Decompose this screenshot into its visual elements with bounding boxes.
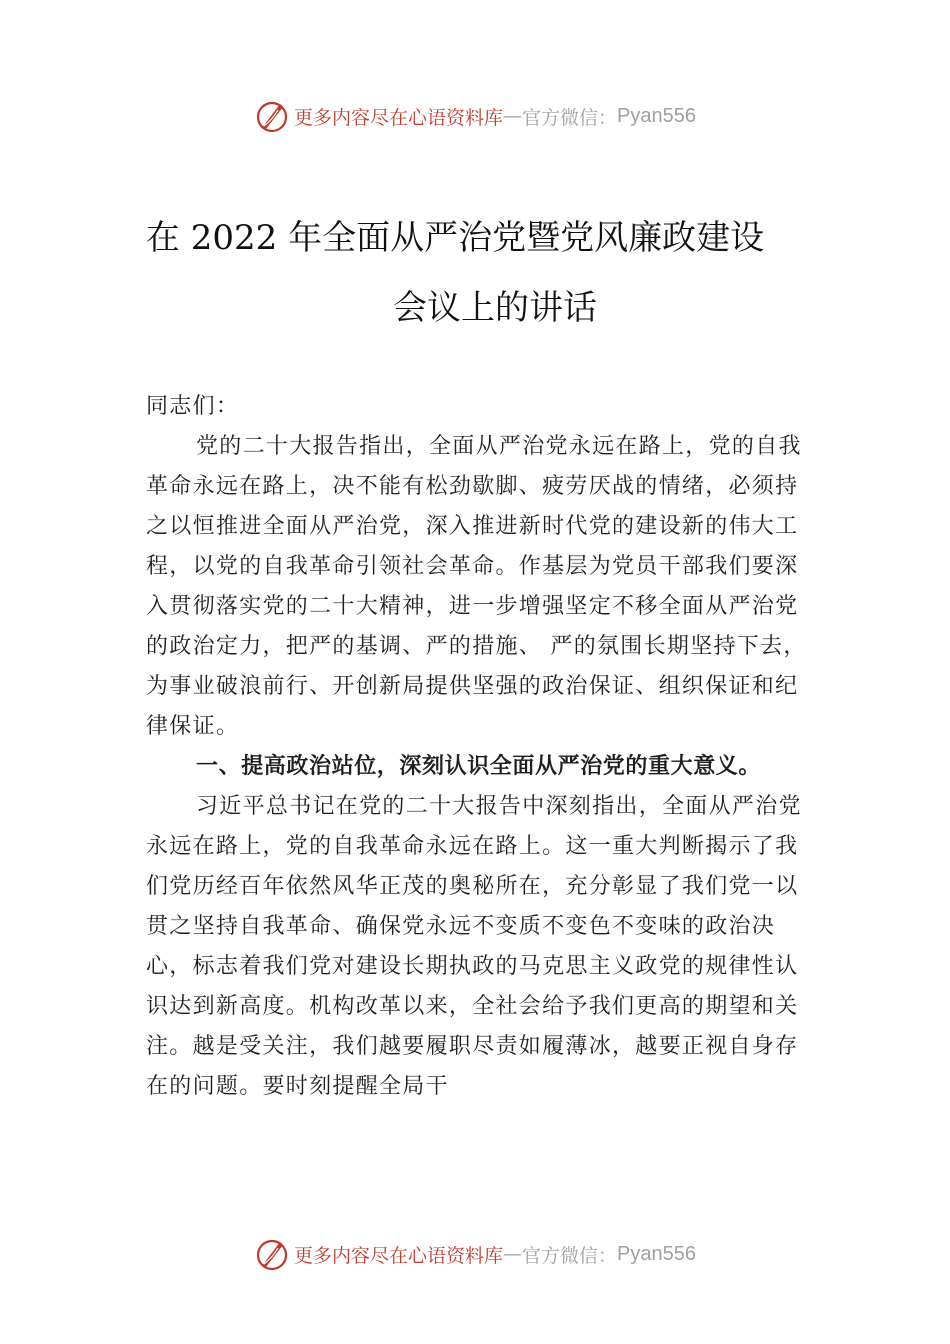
paragraph-2: 习近平总书记在党的二十大报告中深刻指出，全面从严治党永远在路上，党的自我革命永远在路上。这一重大判断揭示了我们党历经百年依然风华正茂的奥秘所在，充分彰显了我们党一以贯之坚持自我革命、确保党永远不变质不变色不变味的政治决心，标志着我们党对建设长期执政的马克思主义政党的规律性认识达到新高度。机构改革以来，全社会给予我们更高的期望和关注。越是受关注，我们越要履职尽责如履薄冰，越要正视自身存在的问题。要时刻提醒全局干: [146, 794, 802, 1099]
salutation: 同志们：: [146, 394, 240, 419]
paragraph-1: 党的二十大报告指出，全面从严治党永远在路上，党的自我革命永远在路上，决不能有松劲歇脚、疲劳厌战的情绪，必须持之以恒推进全面从严治党，深入推进新时代党的建设新的伟大工程，以党的自我革命引领社会革命。作基层为党员干部我们要深入贯彻落实党的二十大精神，进一步增强坚定不移全面从严治党的政治定力，把严的基调、严的措施、 严的氛围长期坚持下去，为事业破浪前行、开创新局提供坚强的政治保证、组织保证和纪律保证。: [146, 434, 807, 739]
section-heading-1: 一、提高政治站位，深刻认识全面从严治党的重大意义。: [196, 754, 762, 779]
quill-pen-logo-icon: [254, 1236, 290, 1272]
quill-pen-logo-icon: [254, 98, 290, 134]
document-title-line1: 在 2022 年全面从严治党暨党风廉政建设: [145, 218, 765, 258]
watermark-wechat-id: Pyan556: [617, 104, 696, 127]
watermark-gray-text: 官方微信：: [522, 106, 618, 129]
document-body: [146, 387, 808, 1107]
watermark-dash: —: [503, 1243, 523, 1265]
footer-watermark: [0, 1234, 950, 1274]
watermark-red-text: 更多内容尽在心语资料库: [294, 106, 504, 129]
watermark-red-text: 更多内容尽在心语资料库: [294, 1244, 504, 1267]
watermark-dash: —: [503, 105, 523, 127]
document-title-line2: 会议上的讲话: [393, 288, 597, 328]
header-watermark: [0, 96, 950, 136]
watermark-gray-text: 官方微信：: [522, 1244, 618, 1267]
watermark-wechat-id: Pyan556: [617, 1242, 696, 1265]
